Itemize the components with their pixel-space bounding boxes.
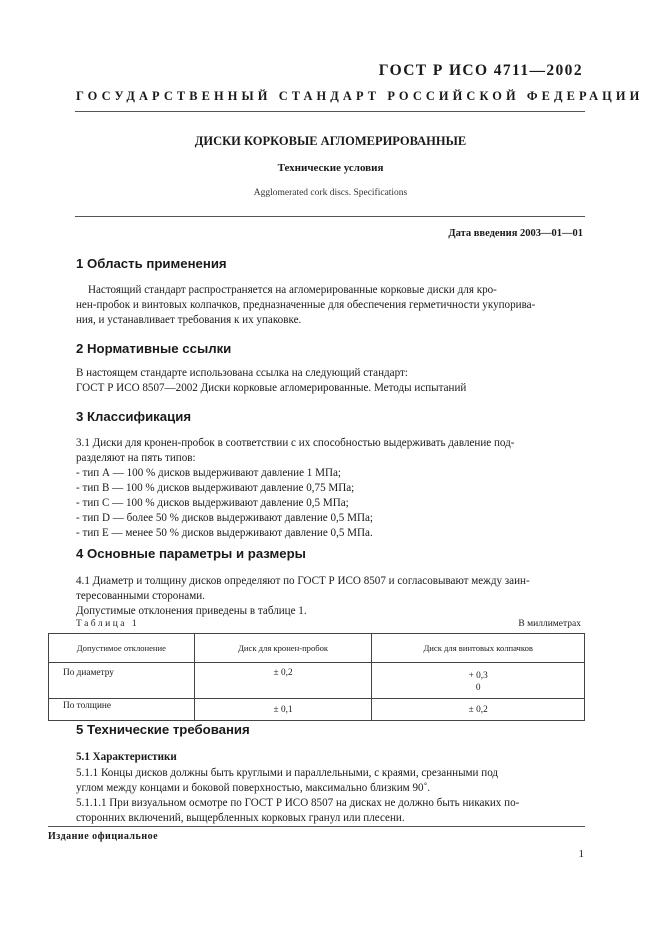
- tolerance-lower: 0: [475, 682, 481, 693]
- table-header-cell: Диск для винтовых колпачков: [372, 634, 585, 663]
- page-number: 1: [578, 848, 584, 860]
- classification-type-b: - тип В — 100 % дисков выдерживают давление 0,75 МПа;: [76, 482, 355, 494]
- section-5-line: сторонних включений, выщербленных корковых гранул или плесени.: [76, 812, 405, 824]
- section-3-heading: 3 Классификация: [76, 409, 192, 424]
- section-4-heading: 4 Основные параметры и размеры: [76, 546, 306, 561]
- document-subtitle: Технические условия: [277, 162, 384, 174]
- document-number: ГОСТ Р ИСО 4711—2002: [378, 62, 583, 79]
- section-5-line: 5.1.1.1 При визуальном осмотре по ГОСТ Р ИСО 8507 на дисках не должно быть никаких по-: [76, 797, 520, 809]
- classification-type-e: - тип Е — менее 50 % дисков выдерживают давление 0,5 МПа.: [76, 527, 373, 539]
- introduction-date: Дата введения 2003—01—01: [448, 228, 583, 239]
- section-2-line: ГОСТ Р ИСО 8507—2002 Диски корковые агломерированные. Методы испытаний: [76, 382, 467, 394]
- footer-divider: [48, 826, 585, 827]
- table-cell-screw: ± 0,2: [372, 699, 585, 721]
- table-row-label: По толщине: [49, 699, 195, 721]
- section-4-line: Допустимые отклонения приведены в таблице 1.: [76, 605, 307, 617]
- tolerance-upper: + 0,3: [468, 670, 488, 681]
- table-header-row: [49, 634, 585, 663]
- table-units: В миллиметрах: [518, 619, 581, 629]
- section-1-line: нен-пробок и винтовых колпачков, предназначенные для обеспечения герметичности укупорива-: [76, 299, 536, 311]
- classification-type-c: - тип С — 100 % дисков выдерживают давление 0,5 МПа;: [76, 497, 349, 509]
- table-row: [49, 663, 585, 699]
- title-divider: [75, 216, 585, 217]
- section-5-heading: 5 Технические требования: [76, 722, 250, 737]
- section-1-line: Настоящий стандарт распространяется на агломерированные корковые диски для кро-: [88, 284, 497, 296]
- section-1-line: ния, и устанавливает требования к их упаковке.: [76, 314, 302, 326]
- english-title: Agglomerated cork discs. Specifications: [253, 188, 408, 198]
- section-1-heading: 1 Область применения: [76, 256, 227, 271]
- section-3-line: 3.1 Диски для кронен-пробок в соответствии с их способностью выдерживать давление под-: [76, 437, 515, 449]
- edition-label: Издание официальное: [48, 831, 159, 842]
- table-cell-screw: [372, 663, 585, 699]
- section-4-line: 4.1 Диаметр и толщину дисков определяют по ГОСТ Р ИСО 8507 и согласовывают между заин-: [76, 575, 530, 587]
- table-header-cell: Допустимое отклонение: [49, 634, 195, 663]
- section-3-line: разделяют на пять типов:: [76, 452, 196, 464]
- state-standard-banner: ГОСУДАРСТВЕННЫЙ СТАНДАРТ РОССИЙСКОЙ ФЕДЕРАЦИИ: [76, 89, 644, 103]
- table-cell-crown: ± 0,2: [194, 663, 372, 699]
- section-2-heading: 2 Нормативные ссылки: [76, 341, 232, 356]
- section-5-line: углом между концами и боковой поверхностью, максимально близким 90˚.: [76, 782, 431, 794]
- header-divider: [75, 111, 585, 112]
- section-4-line: тересованными сторонами.: [76, 590, 205, 602]
- table-cell-crown: ± 0,1: [194, 699, 372, 721]
- subsection-5-1-heading: 5.1 Характеристики: [76, 751, 177, 763]
- document-title: ДИСКИ КОРКОВЫЕ АГЛОМЕРИРОВАННЫЕ: [194, 134, 467, 148]
- table-caption: Таблица 1: [76, 619, 140, 629]
- table-header-cell: Диск для кронен-пробок: [194, 634, 372, 663]
- table-row-label: По диаметру: [49, 663, 195, 699]
- section-5-line: 5.1.1 Концы дисков должны быть круглыми и параллельными, с краями, срезанными под: [76, 767, 499, 779]
- classification-type-a: - тип А — 100 % дисков выдерживают давление 1 МПа;: [76, 467, 342, 479]
- table-row: [49, 699, 585, 721]
- tolerance-table: [48, 633, 585, 721]
- classification-type-d: - тип D — более 50 % дисков выдерживают давление 0,5 МПа;: [76, 512, 373, 524]
- section-2-line: В настоящем стандарте использована ссылка на следующий стандарт:: [76, 367, 408, 379]
